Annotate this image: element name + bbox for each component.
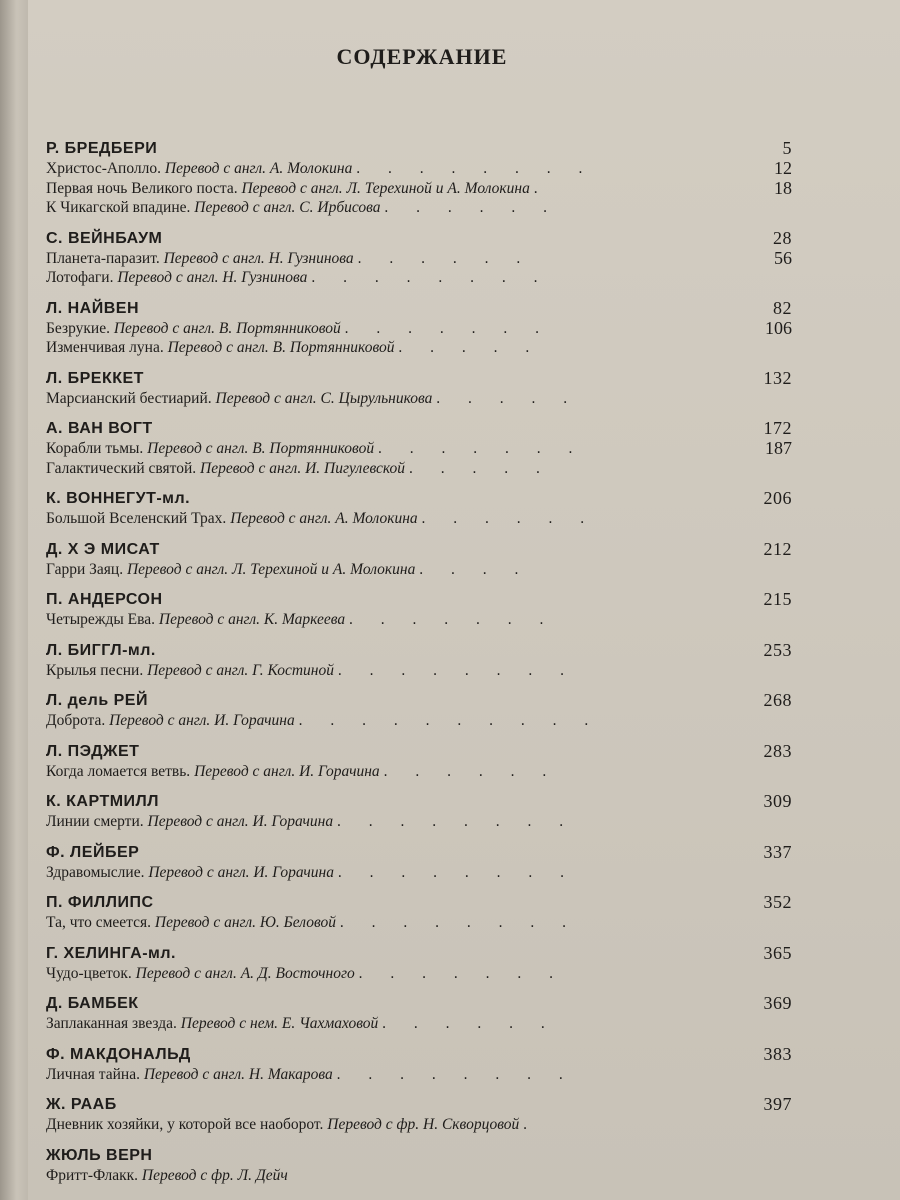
translator-credit: Перевод с фр. Н. Скворцовой (327, 1116, 520, 1133)
page-number: 132 (763, 367, 792, 388)
translator-credit: Перевод с англ. Л. Терехиной и А. Молокина (126, 560, 416, 578)
author-name: А. ВАН ВОГТ (46, 420, 153, 437)
leader-dots: . . . . . (408, 459, 552, 477)
translator-credit: Перевод с англ. И. Горачина (109, 712, 295, 729)
page-number: 12 (774, 158, 792, 178)
translator-credit: Перевод с англ. И. Пигулевской (200, 459, 406, 477)
page-number: 283 (763, 740, 792, 761)
toc-entry (46, 791, 792, 832)
author-heading (46, 488, 792, 509)
work-line (46, 964, 792, 984)
page-number: 352 (763, 892, 792, 912)
work-title: Крылья песни. (46, 661, 144, 679)
page-number: 206 (763, 488, 792, 508)
leader-dots: . . . . . . (421, 510, 597, 527)
toc-entry (46, 741, 792, 782)
work-line (46, 1065, 792, 1085)
page-number: 212 (763, 538, 792, 559)
leader-dots: . . . . . (436, 389, 580, 407)
leader-dots: . . . . . . . (344, 319, 551, 337)
author-heading (46, 298, 792, 319)
author-name: Р. БРЕДБЕРИ (46, 140, 158, 157)
leader-dots: . . . . . . . (377, 440, 585, 457)
page-number: 309 (763, 791, 792, 811)
translator-credit: Перевод с англ. И. Горачина (194, 762, 380, 780)
work-title: Гарри Заяц. (46, 560, 124, 578)
toc-entry (46, 228, 792, 288)
page-number: 337 (763, 841, 792, 862)
translator-credit: Перевод с англ. С. Ирбисова (194, 199, 381, 216)
translator-credit: Перевод с англ. В. Портянниковой (113, 319, 341, 337)
adjacent-page-edge (0, 0, 29, 1200)
work-title: Фритт-Флакк. (46, 1166, 139, 1184)
work-line (46, 268, 792, 288)
leader-dots: . . . . (419, 560, 531, 578)
leader-dots: . . . . . . . . (311, 269, 550, 286)
work-title: Та, что смеется. (46, 914, 151, 931)
translator-credit: Перевод с англ. В. Портянниковой (167, 339, 395, 356)
toc-entry (46, 640, 792, 681)
leader-dots: . . . . . . . . (336, 1065, 575, 1083)
author-name: Д. БАМБЕК (46, 995, 139, 1012)
leader-dots: . . . . . . (382, 1015, 557, 1032)
author-heading (46, 1044, 792, 1065)
author-name: К. ВОННЕГУТ-мл. (46, 490, 191, 507)
page-number: 187 (765, 438, 792, 458)
work-title: Личная тайна. (46, 1065, 140, 1083)
work-title: Заплаканная звезда. (46, 1015, 177, 1032)
translator-credit: Перевод с англ. И. Горачина (148, 863, 334, 881)
work-line (46, 1014, 792, 1034)
work-title: Христос-Аполло. (46, 160, 161, 177)
page-number: 5 (782, 138, 792, 158)
leader-dots: . . . . . . . . . . (298, 712, 601, 729)
author-heading (46, 228, 792, 249)
translator-credit: Перевод с англ. А. Молокина (164, 160, 353, 177)
work-title: Линии смерти. (46, 813, 144, 830)
work-line (46, 319, 792, 339)
leader-dots: . . . . . . . (349, 611, 556, 628)
author-heading (46, 1094, 792, 1115)
work-title: Марсианский бестиарий. (46, 389, 212, 407)
work-title: Корабли тьмы. (46, 440, 144, 457)
page-number: 18 (774, 177, 792, 198)
work-title: Дневник хозяйки, у которой все наоборот. (46, 1116, 324, 1133)
work-title: Изменчивая луна. (46, 339, 164, 356)
toc-entry (46, 539, 792, 580)
translator-credit: Перевод с англ. Н. Макарова (143, 1065, 333, 1083)
leader-dots: . . . . . . . . (337, 661, 576, 679)
author-heading (46, 842, 792, 863)
toc-entry (46, 993, 792, 1034)
leader-dots: . . . . . . . (358, 964, 566, 982)
work-line (46, 389, 792, 409)
work-title: Большой Вселенский Трах. (46, 510, 227, 527)
author-name: Ф. МАКДОНАЛЬД (46, 1045, 191, 1063)
author-name: К. КАРТМИЛЛ (46, 793, 159, 810)
page-number: 82 (773, 297, 792, 318)
table-of-contents (46, 138, 792, 1195)
page-number: 56 (774, 247, 792, 268)
translator-credit: Перевод с англ. С. Цырульникова (215, 389, 433, 407)
author-name: С. ВЕЙНБАУМ (46, 229, 163, 247)
work-title: Чудо-цветок. (46, 964, 132, 982)
author-heading (46, 943, 792, 964)
translator-credit: Перевод с англ. Ю. Беловой (154, 914, 337, 931)
author-name: Л. ПЭДЖЕТ (46, 742, 140, 760)
translator-credit: Перевод с англ. И. Горачина (147, 813, 334, 830)
author-name: П. ФИЛЛИПС (46, 894, 154, 911)
page-number: 268 (763, 690, 792, 710)
leader-dots: . . . . . . (383, 762, 559, 780)
work-line (46, 198, 792, 218)
work-line (46, 913, 792, 933)
translator-credit: Перевод с англ. Л. Терехиной и А. Молокина (241, 179, 530, 197)
work-title: Когда ломается ветвь. (46, 762, 191, 780)
leader-dots: . . . . . . (357, 249, 533, 267)
author-heading (46, 690, 792, 711)
leader-dots: . . . . . . . . (337, 863, 576, 881)
leader-dots: . . . . . (398, 339, 542, 356)
author-heading (46, 640, 792, 661)
toc-entry (46, 1094, 792, 1135)
toc-entry (46, 418, 792, 478)
translator-credit: Перевод с англ. А. Д. Восточного (135, 964, 355, 982)
toc-entry (46, 842, 792, 883)
work-line (46, 711, 792, 731)
author-name: П. АНДЕРСОН (46, 591, 163, 608)
toc-entry (46, 368, 792, 409)
translator-credit: Перевод с нем. Е. Чахмаховой (180, 1015, 379, 1032)
leader-dots: . . . . . . . . (339, 914, 579, 931)
page-number: 172 (763, 418, 792, 438)
work-line (46, 338, 792, 358)
toc-entry (46, 589, 792, 630)
work-line (46, 459, 792, 479)
page-number: 369 (763, 993, 792, 1013)
work-line (46, 863, 792, 883)
author-heading (46, 741, 792, 762)
author-heading (46, 892, 792, 913)
author-heading (46, 791, 792, 812)
author-heading (46, 993, 792, 1014)
page-number: 253 (763, 639, 792, 660)
author-name: Ж. РААБ (46, 1096, 117, 1113)
leader-dots: . . . . . . (384, 199, 559, 216)
toc-entry (46, 1145, 792, 1186)
work-title: Четырежды Ева. (46, 611, 155, 628)
work-line (46, 812, 792, 832)
work-title: Первая ночь Великого поста. (46, 179, 238, 197)
work-title: Безрукие. (46, 319, 110, 337)
author-name: Л. НАЙВЕН (46, 299, 140, 317)
author-heading (46, 1145, 792, 1166)
toc-entry (46, 690, 792, 731)
toc-entry (46, 1044, 792, 1085)
work-title: Планета-паразит. (46, 249, 160, 267)
work-line (46, 610, 792, 630)
work-title: Галактический святой. (46, 459, 197, 477)
work-line (46, 661, 792, 681)
page-number: 106 (765, 317, 792, 338)
translator-credit: Перевод с англ. Г. Костиной (147, 661, 334, 679)
translator-credit: Перевод с англ. Н. Гузнинова (163, 249, 354, 267)
work-line (46, 509, 792, 529)
author-name: ЖЮЛЬ ВЕРН (46, 1146, 153, 1164)
work-line (46, 439, 792, 459)
author-name: Г. ХЕЛИНГА-мл. (46, 944, 176, 962)
page-number: 215 (763, 589, 792, 609)
author-heading (46, 539, 792, 560)
translator-credit: Перевод с англ. В. Портянниковой (147, 440, 375, 457)
toc-entry (46, 138, 792, 218)
toc-entry (46, 943, 792, 984)
leader-dots: . (523, 1116, 540, 1133)
work-line (46, 762, 792, 782)
author-heading (46, 138, 792, 159)
leader-dots: . . . . . . . . (337, 813, 576, 830)
page-number: 365 (763, 942, 792, 963)
work-title: Доброта. (46, 712, 106, 729)
translator-credit: Перевод с англ. К. Маркеева (158, 611, 346, 628)
author-name: Л. дель РЕЙ (46, 692, 148, 709)
page-title: СОДЕРЖАНИЕ (336, 44, 508, 69)
translator-credit: Перевод с фр. Л. Дейч (141, 1166, 288, 1184)
work-title: К Чикагской впадине. (46, 199, 191, 216)
author-name: Л. БРЕККЕТ (46, 369, 144, 387)
author-heading (46, 589, 792, 610)
author-name: Л. БИГГЛ-мл. (46, 641, 156, 659)
leader-dots: . . . . . . . . (356, 160, 595, 177)
leader-dots: . (533, 179, 550, 197)
work-title: Лотофаги. (46, 269, 114, 286)
work-title: Здравомыслие. (46, 863, 145, 881)
author-heading (46, 368, 792, 389)
toc-entry (46, 892, 792, 933)
translator-credit: Перевод с англ. Н. Гузнинова (117, 269, 308, 286)
work-line (46, 179, 792, 199)
author-name: Ф. ЛЕЙБЕР (46, 843, 140, 861)
work-line (46, 249, 792, 269)
author-name: Д. Х Э МИСАТ (46, 540, 160, 558)
page-number: 397 (763, 1094, 792, 1114)
work-line (46, 159, 792, 179)
author-heading (46, 418, 792, 439)
work-line (46, 1115, 792, 1135)
work-line (46, 1166, 792, 1186)
toc-entry (46, 298, 792, 358)
page-number: 383 (763, 1043, 792, 1064)
page-number: 28 (773, 227, 792, 248)
translator-credit: Перевод с англ. А. Молокина (230, 510, 418, 527)
toc-entry (46, 488, 792, 529)
work-line (46, 560, 792, 580)
